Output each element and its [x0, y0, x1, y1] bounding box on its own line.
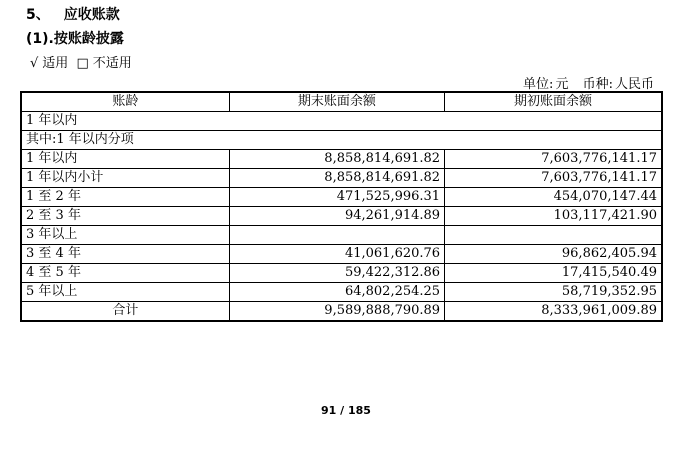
table-row — [21, 169, 662, 188]
table-row — [21, 150, 662, 169]
beginning-balance-cell: 7,603,776,141.17 — [445, 169, 662, 188]
table-row — [21, 112, 662, 131]
beginning-balance-cell — [445, 226, 662, 245]
section-title: 应收账款 — [63, 7, 120, 23]
applicable-label: 适用 — [42, 56, 69, 71]
section-number: 5、 — [26, 7, 50, 23]
row-label: 1 年以内小计 — [21, 169, 229, 188]
table-row — [21, 188, 662, 207]
currency-label: 币种: — [582, 77, 613, 92]
section-heading — [26, 4, 120, 24]
row-label: 其中:1 年以内分项 — [21, 131, 662, 150]
ending-balance-cell: 471,525,996.31 — [229, 188, 444, 207]
not-applicable-label: 不适用 — [92, 56, 132, 71]
currency-value: 人民币 — [614, 77, 654, 92]
checkbox-empty-icon: □ — [76, 56, 89, 71]
ending-balance-cell: 8,858,814,691.82 — [229, 169, 444, 188]
row-label: 1 年以内 — [21, 150, 229, 169]
subsection-title: (1).按账龄披露 — [26, 31, 124, 47]
header-aging: 账龄 — [21, 92, 229, 112]
beginning-balance-cell: 96,862,405.94 — [445, 245, 662, 264]
beginning-balance-cell: 17,415,540.49 — [445, 264, 662, 283]
table-header-row — [21, 92, 662, 112]
aging-table — [20, 91, 663, 322]
table-row — [21, 226, 662, 245]
table-row — [21, 207, 662, 226]
table-row — [21, 264, 662, 283]
table-row — [21, 131, 662, 150]
table-row — [21, 283, 662, 302]
beginning-balance-cell: 7,603,776,141.17 — [445, 150, 662, 169]
unit-currency-line — [521, 73, 654, 92]
header-beginning-balance: 期初账面余额 — [445, 92, 662, 112]
ending-balance-cell: 8,858,814,691.82 — [229, 150, 444, 169]
beginning-balance-cell: 103,117,421.90 — [445, 207, 662, 226]
row-label: 1 至 2 年 — [21, 188, 229, 207]
row-label: 1 年以内 — [21, 112, 662, 131]
row-label: 3 年以上 — [21, 226, 229, 245]
beginning-balance-cell: 58,719,352.95 — [445, 283, 662, 302]
ending-balance-cell — [229, 226, 444, 245]
row-label: 5 年以上 — [21, 283, 229, 302]
ending-balance-cell: 94,261,914.89 — [229, 207, 444, 226]
total-beginning-balance: 8,333,961,009.89 — [445, 302, 662, 322]
header-ending-balance: 期末账面余额 — [229, 92, 444, 112]
total-ending-balance: 9,589,888,790.89 — [229, 302, 444, 322]
ending-balance-cell: 59,422,312.86 — [229, 264, 444, 283]
applicability-line — [30, 52, 136, 71]
unit-value: 元 — [555, 77, 569, 92]
row-label: 2 至 3 年 — [21, 207, 229, 226]
total-row — [21, 302, 662, 322]
unit-label: 单位: — [523, 77, 554, 92]
checkmark-icon: √ — [30, 56, 39, 71]
ending-balance-cell: 41,061,620.76 — [229, 245, 444, 264]
total-label: 合计 — [21, 302, 229, 322]
row-label: 3 至 4 年 — [21, 245, 229, 264]
table-row — [21, 245, 662, 264]
beginning-balance-cell: 454,070,147.44 — [445, 188, 662, 207]
row-label: 4 至 5 年 — [21, 264, 229, 283]
page-number: 91 / 185 — [321, 404, 371, 417]
ending-balance-cell: 64,802,254.25 — [229, 283, 444, 302]
